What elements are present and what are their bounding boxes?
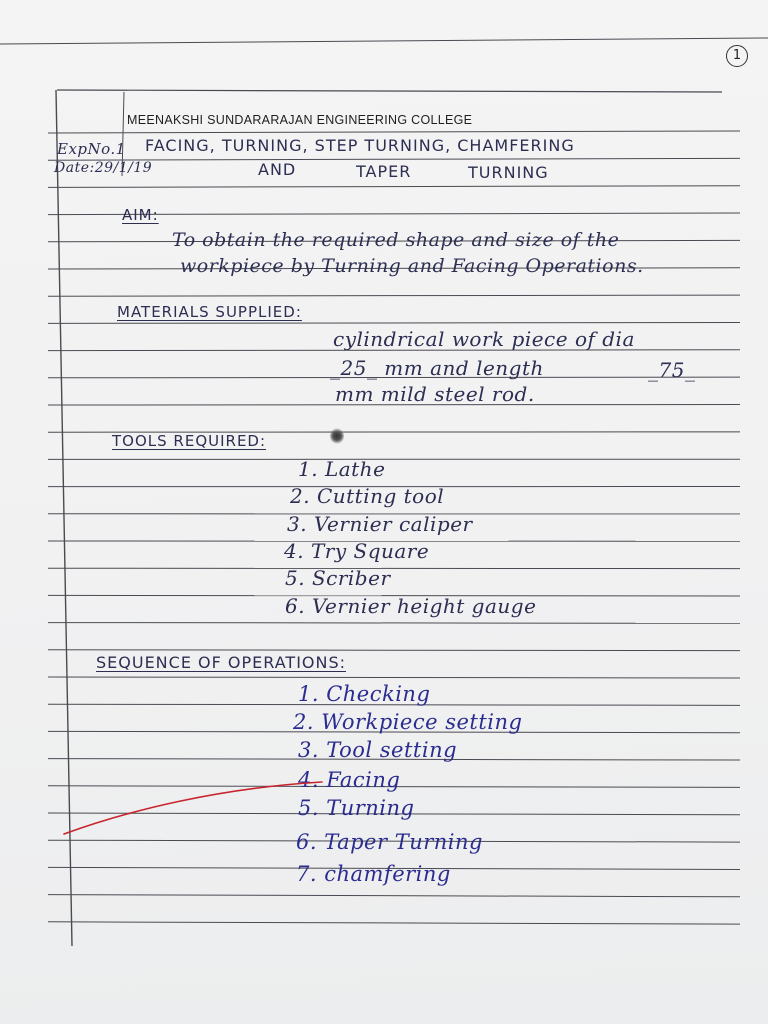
header-top-line (57, 90, 722, 92)
tool-item: 1. Lathe (298, 457, 386, 481)
sequence-item: 4. Facing (298, 768, 401, 792)
experiment-title-turning: TURNING (468, 163, 549, 182)
ruled-line (48, 322, 740, 323)
ruled-line (48, 895, 740, 897)
page-number: 1 (726, 45, 748, 67)
aim-line2: workpiece by Turning and Facing Operations. (180, 255, 644, 277)
sequence-item: 1. Checking (298, 682, 431, 706)
experiment-title-taper: TAPER (356, 162, 412, 181)
aim-heading: AIM: (122, 206, 159, 224)
aim-line1: To obtain the required shape and size of the (172, 229, 620, 251)
materials-heading: MATERIALS SUPPLIED: (117, 303, 302, 321)
college-name: MEENAKSHI SUNDARARAJAN ENGINEERING COLLEGE (127, 113, 473, 127)
ruled-line (48, 186, 740, 188)
tool-item: 6. Vernier height gauge (285, 594, 537, 618)
exp-no: ExpNo.1 (57, 140, 126, 158)
materials-line1: cylindrical work piece of dia (333, 327, 635, 351)
tool-item: 5. Scriber (285, 566, 391, 590)
sequence-item: 7. chamfering (296, 862, 451, 886)
materials-length-value: _75_ (648, 358, 696, 382)
materials-line2: _25_ mm and length (330, 356, 544, 380)
ruled-line (48, 131, 740, 133)
ruled-line (48, 922, 740, 924)
sequence-item: 6. Taper Turning (296, 830, 483, 854)
ruled-line (48, 677, 740, 678)
ruled-line (48, 295, 740, 296)
ink-blot (330, 428, 344, 444)
tool-item: 4. Try Square (284, 539, 430, 563)
sequence-item: 5. Turning (298, 796, 415, 820)
tool-item: 3. Vernier caliper (287, 512, 473, 536)
ruled-line (48, 650, 740, 651)
experiment-title-line1: FACING, TURNING, STEP TURNING, CHAMFERING (145, 136, 575, 155)
experiment-title-and: AND (258, 160, 297, 179)
sequence-item: 2. Workpiece setting (293, 710, 523, 734)
sequence-heading: SEQUENCE OF OPERATIONS: (96, 653, 347, 672)
tools-heading: TOOLS REQUIRED: (112, 432, 267, 450)
tool-item: 2. Cutting tool (290, 484, 445, 508)
materials-line3: mm mild steel rod. (335, 382, 535, 406)
ruled-line (48, 623, 740, 624)
red-correction-stroke (60, 770, 360, 850)
sequence-item: 3. Tool setting (298, 738, 458, 762)
exp-date: Date:29/1/19 (54, 160, 153, 176)
top-margin-line (0, 38, 768, 44)
